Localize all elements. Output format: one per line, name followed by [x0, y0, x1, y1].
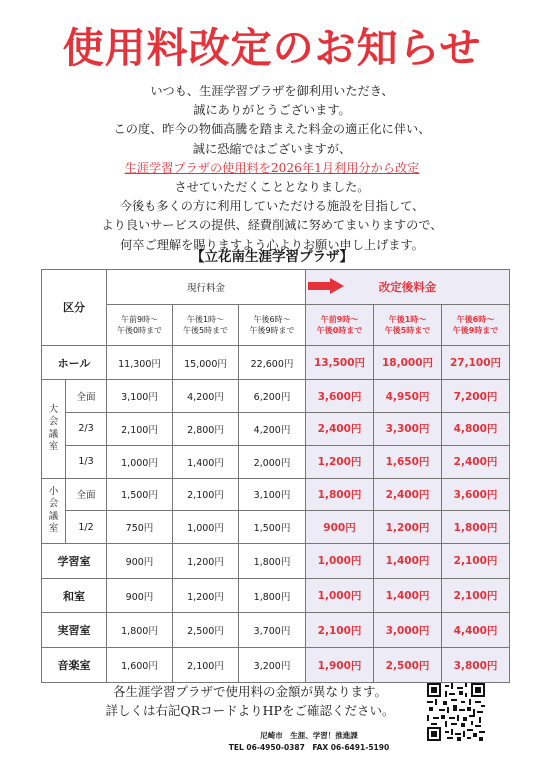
revised-fee: 2,500円	[374, 648, 442, 683]
current-fee: 15,000円	[173, 345, 239, 380]
revised-fee: 3,000円	[374, 613, 442, 648]
intro-line: いつも、生涯学習プラザを御利用いただき、	[150, 84, 394, 98]
revised-fee: 3,600円	[306, 380, 374, 413]
current-fee: 2,100円	[107, 413, 173, 446]
revised-fee: 27,100円	[442, 345, 510, 380]
header-revised	[306, 270, 510, 305]
revised-fee: 1,400円	[374, 578, 442, 613]
sub-division: 1/2	[66, 511, 107, 544]
arrow-right-icon	[308, 278, 344, 294]
slot-morning: 午前9時～ 午後0時まで	[107, 304, 173, 345]
table-row	[42, 413, 510, 446]
sub-division: 2/3	[66, 413, 107, 446]
table-row	[42, 578, 510, 613]
revised-fee: 900円	[306, 511, 374, 544]
current-fee: 2,500円	[173, 613, 239, 648]
qr-code-icon[interactable]	[427, 683, 485, 741]
current-fee: 3,700円	[239, 613, 306, 648]
table-row	[42, 511, 510, 544]
room-name: 学習室	[42, 543, 107, 578]
current-fee: 3,100円	[107, 380, 173, 413]
revised-fee: 1,000円	[306, 578, 374, 613]
current-fee: 1,500円	[239, 511, 306, 544]
current-fee: 3,200円	[239, 648, 306, 683]
revised-fee: 7,200円	[442, 380, 510, 413]
revised-fee: 13,500円	[306, 345, 374, 380]
current-fee: 1,000円	[107, 445, 173, 478]
room-name: ホール	[42, 345, 107, 380]
current-fee: 1,800円	[239, 543, 306, 578]
revised-fee: 2,400円	[374, 478, 442, 511]
slot-morning-revised: 午前9時～ 午後0時まで	[306, 304, 374, 345]
room-name: 音楽室	[42, 648, 107, 683]
current-fee: 22,600円	[239, 345, 306, 380]
current-fee: 1,800円	[107, 613, 173, 648]
intro-text	[0, 82, 544, 255]
current-fee: 750円	[107, 511, 173, 544]
room-name: 実習室	[42, 613, 107, 648]
header-category: 区分	[42, 270, 107, 346]
current-fee: 1,200円	[173, 578, 239, 613]
slot-evening: 午後6時～ 午後9時まで	[239, 304, 306, 345]
revised-fee: 1,400円	[374, 543, 442, 578]
sub-division: 全面	[66, 478, 107, 511]
current-fee: 1,200円	[173, 543, 239, 578]
revised-fee: 2,400円	[442, 445, 510, 478]
current-fee: 11,300円	[107, 345, 173, 380]
intro-line: 何卒ご理解を賜りますよう心よりお願い申し上げます。	[120, 237, 424, 252]
page-title: 使用料改定のお知らせ	[62, 24, 482, 72]
revised-fee: 3,600円	[442, 478, 510, 511]
department-name: 尼崎市 生涯、学習！推進課	[260, 731, 358, 740]
table-row	[42, 445, 510, 478]
revised-fee: 4,800円	[442, 413, 510, 446]
current-fee: 2,800円	[173, 413, 239, 446]
footer-note-line: 詳しくは右記QRコードよりHPをご確認ください。	[105, 703, 395, 718]
sub-division: 1/3	[66, 445, 107, 478]
revised-fee: 18,000円	[374, 345, 442, 380]
revised-fee: 3,800円	[442, 648, 510, 683]
revised-fee: 1,800円	[442, 511, 510, 544]
current-fee: 2,100円	[173, 648, 239, 683]
room-name: 和室	[42, 578, 107, 613]
table-row	[42, 648, 510, 683]
revised-fee: 3,300円	[374, 413, 442, 446]
current-fee: 1,600円	[107, 648, 173, 683]
header-revised-label: 改定後料金	[378, 279, 437, 294]
intro-highlight-line: 生涯学習プラザの使用料を2026年1月利用分から改定	[124, 160, 420, 175]
current-fee: 4,200円	[173, 380, 239, 413]
intro-line: より良いサービスの提供、経費削減に努めてまいりますので、	[101, 218, 443, 233]
current-fee: 900円	[107, 543, 173, 578]
current-fee: 1,000円	[173, 511, 239, 544]
intro-line: 誠にありがとうございます。	[193, 103, 351, 118]
table-row	[42, 478, 510, 511]
current-fee: 2,100円	[173, 478, 239, 511]
intro-line: 誠に恐縮ではございますが、	[192, 141, 352, 156]
current-fee: 4,200円	[239, 413, 306, 446]
current-fee: 1,800円	[239, 578, 306, 613]
revised-fee: 2,100円	[306, 613, 374, 648]
contact-info: TEL 06-4950-0387 FAX 06-6491-5190	[228, 743, 390, 752]
revised-fee: 4,950円	[374, 380, 442, 413]
current-fee: 900円	[107, 578, 173, 613]
current-fee: 3,100円	[239, 478, 306, 511]
revised-fee: 2,400円	[306, 413, 374, 446]
revised-fee: 1,650円	[374, 445, 442, 478]
revised-fee: 1,200円	[306, 445, 374, 478]
slot-evening-revised: 午後6時～ 午後9時まで	[442, 304, 510, 345]
current-fee: 1,500円	[107, 478, 173, 511]
revised-fee: 1,800円	[306, 478, 374, 511]
table-row	[42, 613, 510, 648]
intro-line: 今後も多くの方に利用していただける施設を目指して、	[119, 199, 425, 214]
revised-fee: 2,100円	[442, 543, 510, 578]
small-meeting-room-label: 小 会 議 室	[42, 478, 66, 543]
current-fee: 1,400円	[173, 445, 239, 478]
footer-note	[60, 682, 440, 720]
footer-note-line: 各生涯学習プラザで使用料の金額が異なります。	[112, 684, 387, 699]
revised-fee: 1,000円	[306, 543, 374, 578]
revised-fee: 1,200円	[374, 511, 442, 544]
slot-afternoon: 午後1時～ 午後5時まで	[173, 304, 239, 345]
fee-table	[41, 269, 510, 683]
large-meeting-room-label: 大 会 議 室	[42, 380, 66, 478]
table-row	[42, 380, 510, 413]
current-fee: 2,000円	[239, 445, 306, 478]
table-row	[42, 543, 510, 578]
revised-fee: 4,400円	[442, 613, 510, 648]
plaza-name: 【立花南生涯学習プラザ】	[191, 249, 353, 265]
header-current: 現行料金	[107, 270, 306, 305]
intro-line: させていただくこととなりました。	[174, 180, 370, 195]
table-row	[42, 345, 510, 380]
revised-fee: 1,900円	[306, 648, 374, 683]
intro-line: この度、昨今の物価高騰を踏まえた料金の適正化に伴い、	[113, 122, 431, 137]
current-fee: 6,200円	[239, 380, 306, 413]
slot-afternoon-revised: 午後1時～ 午後5時まで	[374, 304, 442, 345]
sub-division: 全面	[66, 380, 107, 413]
revised-fee: 2,100円	[442, 578, 510, 613]
